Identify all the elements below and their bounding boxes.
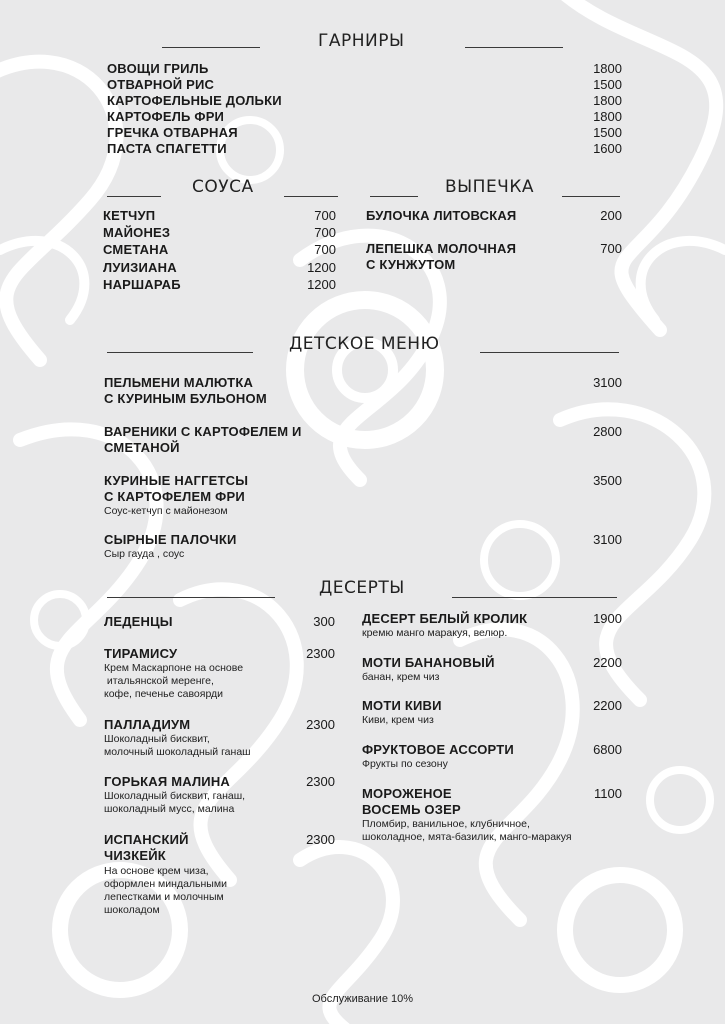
dessert-name: МОТИ КИВИ [362, 698, 442, 713]
dessert-desc: оформлен миндальными [104, 878, 227, 890]
garnishes-title: ГАРНИРЫ [318, 31, 405, 51]
kids-name-line2: С КУРИНЫМ БУЛЬОНОМ [104, 391, 267, 406]
dessert-desc: Шоколадный бисквит, ганаш, [104, 790, 246, 802]
dessert-price: 2300 [306, 832, 335, 847]
dessert-desc: Киви, крем чиз [362, 714, 434, 726]
sauce-name: КЕТЧУП [103, 208, 156, 223]
dessert-desc: Фрукты по сезону [362, 758, 448, 770]
dessert-price: 2300 [306, 717, 335, 732]
garnish-price: 1800 [593, 61, 622, 76]
dessert-name: МОРОЖЕНОЕ [362, 786, 452, 801]
sauce-name: СМЕТАНА [103, 242, 169, 257]
dessert-name: ПАЛЛАДИУМ [104, 717, 191, 732]
garnish-name: ПАСТА СПАГЕТТИ [107, 141, 227, 156]
garnish-name: ОВОЩИ ГРИЛЬ [107, 61, 209, 76]
bakery-name-line2: С КУНЖУТОМ [366, 257, 456, 272]
dessert-price: 300 [313, 614, 335, 629]
garnish-name: КАРТОФЕЛЬ ФРИ [107, 109, 225, 124]
bakery-name: БУЛОЧКА ЛИТОВСКАЯ [366, 208, 517, 223]
sauce-name: НАРШАРАБ [103, 277, 181, 292]
dessert-desc: На основе крем чиза, [104, 865, 209, 877]
bakery-price: 700 [600, 241, 622, 256]
dessert-desc: шоколадом [104, 904, 160, 916]
dessert-price: 1900 [593, 611, 622, 626]
sauces-rule-right [284, 196, 338, 197]
dessert-desc: шоколадное, мята-базилик, манго-маракуя [362, 831, 572, 843]
dessert-desc: Пломбир, ванильное, клубничное, [362, 818, 530, 830]
bakery-price: 200 [600, 208, 622, 223]
dessert-name: ДЕСЕРТ БЕЛЫЙ КРОЛИК [362, 611, 528, 626]
kids-name: КУРИНЫЕ НАГГЕТСЫ [104, 473, 249, 488]
service-charge-note: Обслуживание 10% [311, 993, 414, 1005]
dessert-price: 1100 [594, 786, 622, 801]
kids-rule-right [480, 352, 619, 353]
desserts-rule-left [107, 597, 275, 598]
garnish-name: ГРЕЧКА ОТВАРНАЯ [107, 125, 238, 140]
garnish-name: ОТВАРНОЙ РИС [107, 77, 215, 92]
dessert-price: 2300 [306, 646, 335, 661]
kids-desc: Соус-кетчуп с майонезом [104, 505, 228, 517]
desserts-title: ДЕСЕРТЫ [319, 578, 405, 598]
dessert-name: ГОРЬКАЯ МАЛИНА [104, 774, 231, 789]
kids-name: СЫРНЫЕ ПАЛОЧКИ [104, 532, 237, 547]
sauce-price: 700 [314, 242, 336, 257]
garnish-price: 1600 [593, 141, 622, 156]
kids-name-line2: С КАРТОФЕЛЕМ ФРИ [104, 489, 245, 504]
bakery-rule-left [370, 196, 418, 197]
garnish-price: 1500 [593, 77, 622, 92]
sauce-price: 700 [314, 208, 336, 223]
garnish-price: 1800 [593, 93, 622, 108]
sauce-price: 1200 [307, 277, 336, 292]
dessert-desc: Крем Маскарпоне на основе [104, 662, 244, 674]
sauce-name: МАЙОНЕЗ [103, 225, 171, 240]
bakery-name: ЛЕПЕШКА МОЛОЧНАЯ [366, 241, 517, 256]
desserts-rule-right [452, 597, 617, 598]
sauce-price: 1200 [307, 260, 336, 275]
garnishes-rule-right [465, 47, 563, 48]
dessert-name: ТИРАМИСУ [104, 646, 178, 661]
dessert-name: МОТИ БАНАНОВЫЙ [362, 655, 495, 670]
kids-price: 2800 [593, 424, 622, 439]
dessert-price: 6800 [593, 742, 622, 757]
dessert-name: ФРУКТОВОЕ АССОРТИ [362, 742, 514, 757]
dessert-desc: шоколадный мусс, малина [104, 803, 235, 815]
bakery-rule-right [562, 196, 620, 197]
kids-name: ВАРЕНИКИ С КАРТОФЕЛЕМ И [104, 424, 302, 439]
dessert-price: 2200 [593, 655, 622, 670]
kids-name-line2: СМЕТАНОЙ [104, 440, 180, 455]
dessert-desc: банан, крем чиз [362, 671, 440, 683]
dessert-name-line2: ЧИЗКЕЙК [104, 848, 166, 863]
dessert-name: ИСПАНСКИЙ [104, 832, 189, 847]
dessert-desc: Шоколадный бисквит, [104, 733, 210, 745]
dessert-price: 2200 [593, 698, 622, 713]
kids-title: ДЕТСКОЕ МЕНЮ [289, 334, 440, 354]
sauce-price: 700 [314, 225, 336, 240]
kids-price: 3100 [593, 375, 622, 390]
bakery-title: ВЫПЕЧКА [445, 177, 535, 197]
dessert-desc: молочный шоколадный ганаш [104, 746, 251, 758]
dessert-desc: итальянской меренге, [104, 675, 214, 687]
dessert-name: ЛЕДЕНЦЫ [104, 614, 173, 629]
dessert-desc: кремю манго маракуя, велюр. [362, 627, 508, 639]
kids-desc: Сыр гауда , соус [104, 548, 185, 560]
kids-price: 3500 [593, 473, 622, 488]
dessert-desc: кофе, печенье савоярди [104, 688, 224, 700]
dessert-name-line2: ВОСЕМЬ ОЗЕР [362, 802, 461, 817]
kids-name: ПЕЛЬМЕНИ МАЛЮТКА [104, 375, 254, 390]
kids-price: 3100 [593, 532, 622, 547]
dessert-desc: лепестками и молочным [104, 891, 224, 903]
sauces-title: СОУСА [192, 177, 254, 197]
sauces-rule-left [107, 196, 161, 197]
garnishes-rule-left [162, 47, 260, 48]
kids-rule-left [107, 352, 253, 353]
garnish-price: 1800 [593, 109, 622, 124]
garnish-name: КАРТОФЕЛЬНЫЕ ДОЛЬКИ [107, 93, 282, 108]
dessert-price: 2300 [306, 774, 335, 789]
garnish-price: 1500 [593, 125, 622, 140]
sauce-name: ЛУИЗИАНА [103, 260, 177, 275]
